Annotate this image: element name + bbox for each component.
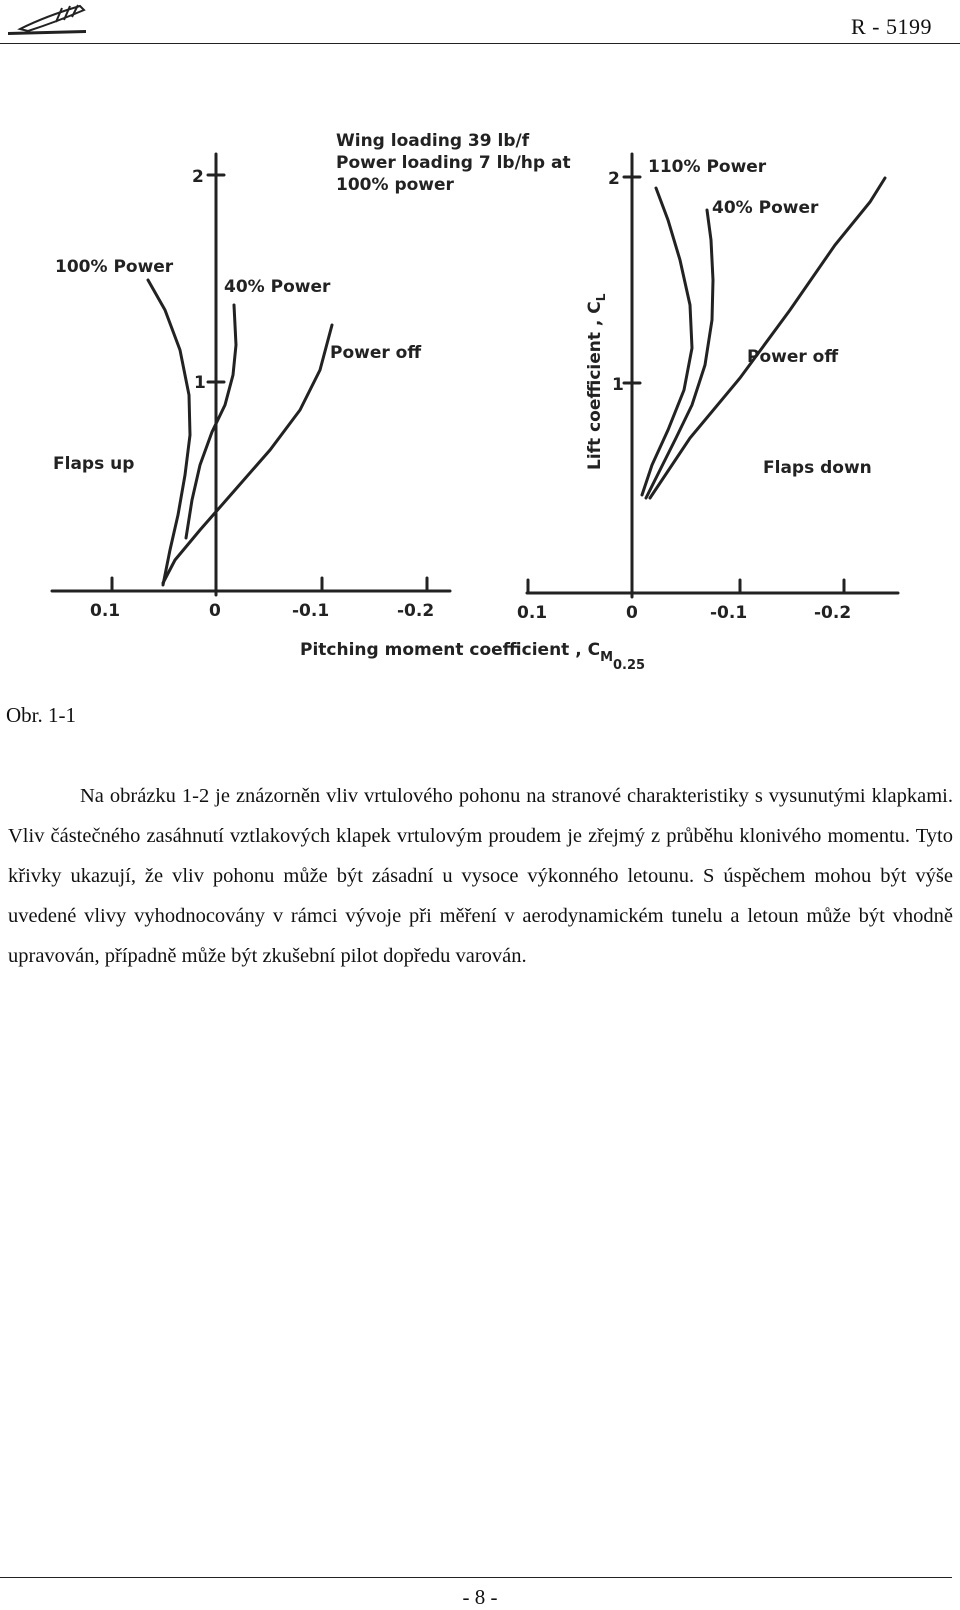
label-right-40-power: 40% Power [712,198,819,218]
label-flaps-up: Flaps up [53,454,135,474]
y-axis-label-sub: L [594,293,608,302]
x-axis-label-main: Pitching moment coefficient , C [300,640,601,660]
left-x-tick-label: -0.1 [292,601,330,621]
figure-caption: Obr. 1-1 [6,703,76,727]
annotation-line: Power loading 7 lb/hp at [336,153,571,173]
x-axis-label-subsub: 0.25 [613,658,646,673]
curve-left-40-power [186,305,236,538]
left-y-tick-label: 1 [194,373,206,393]
y-axis-label-main: Lift coefficient , C [585,301,605,470]
right-x-tick-label: 0.1 [517,603,548,623]
label-left-40-power: 40% Power [224,277,331,297]
right-y-tick-label: 1 [612,375,624,395]
curve-right-power-off [650,178,885,498]
right-x-tick-label: -0.2 [814,603,852,623]
right-y-tick-label: 2 [608,169,620,189]
left-x-tick-label: 0 [209,601,221,621]
annotation-line: 100% power [336,175,454,195]
footer-divider [0,1577,952,1578]
right-x-tick-label: -0.1 [710,603,748,623]
left-y-tick-label: 2 [192,167,204,187]
curve-left-100-power [148,280,190,585]
aircraft-logo-icon [6,2,88,38]
x-axis-label [300,640,645,673]
page-number: - 8 - [462,1585,498,1609]
label-flaps-down: Flaps down [763,458,872,478]
y-axis-label-group [585,293,608,470]
x-axis-label-sub: M [600,650,614,665]
label-left-100-power: 100% Power [55,257,174,277]
report-number: R - 5199 [851,14,932,39]
page-header [0,0,960,48]
header-divider [0,43,960,44]
left-x-tick-label: 0.1 [90,601,121,621]
figure-pitching-moment [0,120,960,700]
figure-svg [0,120,960,700]
annotation-line: Wing loading 39 lb/f [336,131,530,151]
y-axis-label [585,293,608,470]
body-paragraph: Na obrázku 1-2 je znázorněn vliv vrtulového pohonu na stranové charakteristiky s vysunutými klapkami. Vliv částečného zasáhnutí vztlakových klapek vrtulovým proudem je zřejmý z průběhu klonivého momentu. Tyto křivky ukazují, že vliv pohonu může být zásadní u vysoce výkonného letounu. S úspěchem mohou být výše uvedené vlivy vyhodnocovány v rámci vývoje při měření v aerodynamickém tunelu a letoun může být vhodně upravován, případně může být zkušební pilot dopředu varován. [8,785,953,967]
left-x-tick-label: -0.2 [397,601,435,621]
label-left-power-off: Power off [330,343,422,363]
right-x-tick-label: 0 [626,603,638,623]
label-right-power-off: Power off [747,347,839,367]
label-right-110-power: 110% Power [648,157,767,177]
